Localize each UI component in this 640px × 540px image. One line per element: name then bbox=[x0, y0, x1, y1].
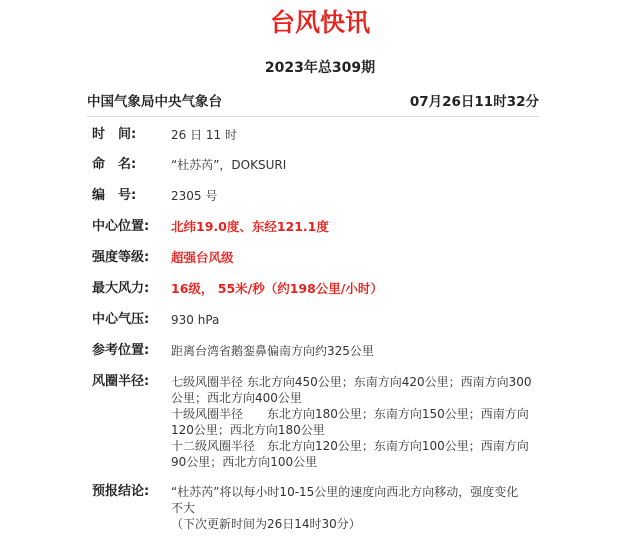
field-label: 中心位置: bbox=[92, 219, 150, 234]
header-divider bbox=[87, 116, 539, 117]
field-value: 930 hPa bbox=[171, 313, 220, 327]
field-value bbox=[171, 484, 533, 532]
wind-radius-line: 七级风圈半径 东北方向450公里；东南方向420公里；西南方向300 bbox=[171, 375, 532, 389]
field-value: 北纬19.0度、东经121.1度 bbox=[171, 219, 329, 234]
wind-radius-line: 十二级风圈半径 东北方向120公里；东南方向100公里；西南方向 bbox=[171, 439, 529, 453]
field-label: 编 号: bbox=[92, 188, 137, 203]
field-value: 16级， 55米/秒（约198公里/小时） bbox=[171, 281, 383, 296]
field-label: 最大风力: bbox=[92, 281, 150, 296]
agency-name: 中国气象局中央气象台 bbox=[87, 94, 222, 110]
field-value: 距离台湾省鹅銮鼻偏南方向约325公里 bbox=[171, 344, 374, 358]
field-label: 时 间: bbox=[92, 127, 137, 142]
wind-radius-line: 90公里；西北方向100公里 bbox=[171, 455, 318, 469]
field-label: 参考位置: bbox=[92, 343, 150, 358]
field-value: 超强台风级 bbox=[171, 250, 234, 265]
forecast-line: “杜苏芮”将以每小时10-15公里的速度向西北方向移动，强度变化 bbox=[171, 485, 519, 499]
forecast-line: 不大 bbox=[171, 501, 196, 515]
field-label: 预报结论: bbox=[92, 484, 150, 499]
issue-number: 2023年总309期 bbox=[264, 60, 376, 76]
field-value: “杜苏芮”，DOKSURI bbox=[171, 158, 287, 172]
wind-radius-line: 十级风圈半径 东北方向180公里；东南方向150公里；西南方向 bbox=[171, 407, 529, 421]
field-value: 2305 号 bbox=[171, 189, 218, 203]
bulletin-header bbox=[87, 92, 539, 112]
forecast-line: （下次更新时间为26日14时30分） bbox=[171, 517, 361, 531]
field-label: 强度等级: bbox=[92, 250, 150, 265]
page-title: 台风快讯 bbox=[269, 8, 370, 37]
wind-radius-line: 公里；西北方向400公里 bbox=[171, 391, 302, 405]
issue-datetime: 07月26日11时32分 bbox=[409, 94, 539, 110]
field-value bbox=[171, 374, 533, 470]
wind-radius-line: 120公里；西北方向180公里 bbox=[171, 423, 325, 437]
field-label: 风圈半径: bbox=[92, 374, 150, 389]
field-value: 26 日 11 时 bbox=[171, 128, 237, 142]
field-label: 中心气压: bbox=[92, 312, 150, 327]
field-label: 命 名: bbox=[92, 157, 137, 172]
